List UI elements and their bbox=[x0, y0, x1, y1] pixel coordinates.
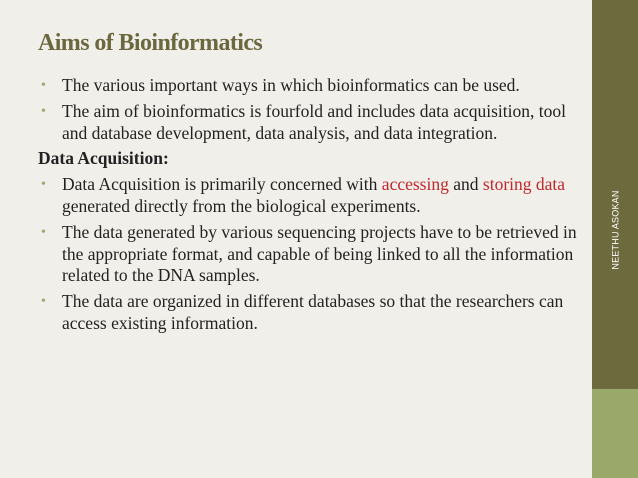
slide-content bbox=[38, 75, 594, 339]
bullet-dot-icon: • bbox=[41, 103, 46, 119]
bullet-dot-icon: • bbox=[41, 177, 46, 193]
bullet-text: The data generated by various sequencing projects have to be retrieved in the appropriate format, and capable of being linked to all the information related to the DNA samples. bbox=[62, 221, 577, 286]
bullet-fourfold-aim bbox=[38, 101, 594, 145]
highlight-accessing: accessing bbox=[381, 174, 449, 195]
author-name: NEETHU ASOKAN bbox=[611, 190, 621, 270]
bullet-text: The aim of bioinformatics is fourfold and includes data acquisition, tool and database development, data analysis, and data integration. bbox=[62, 100, 566, 143]
section-heading-data-acquisition: Data Acquisition: bbox=[38, 148, 169, 169]
bullet-sequencing-projects bbox=[38, 222, 594, 287]
bullet-text: The various important ways in which bioinformatics can be used. bbox=[62, 75, 520, 95]
author-label bbox=[596, 160, 636, 300]
bullet-text-part: generated directly from the biological experiments. bbox=[62, 195, 421, 216]
bullet-data-acquisition bbox=[38, 174, 594, 218]
bullet-dot-icon: • bbox=[41, 78, 46, 93]
bullet-text-part: Data Acquisition is primarily concerned with bbox=[62, 174, 382, 195]
bullet-dot-icon: • bbox=[41, 224, 46, 240]
slide-title: Aims of Bioinformatics bbox=[38, 30, 263, 56]
bullet-dot-icon: • bbox=[41, 294, 46, 310]
sidebar-accent-block bbox=[592, 389, 638, 478]
bullet-usage bbox=[38, 75, 594, 97]
bullet-databases bbox=[38, 291, 594, 335]
bullet-text: The data are organized in different databases so that the researchers can access existing information. bbox=[62, 291, 564, 333]
bullet-text-part: and bbox=[448, 174, 483, 195]
highlight-storing-data: storing data bbox=[482, 174, 566, 195]
